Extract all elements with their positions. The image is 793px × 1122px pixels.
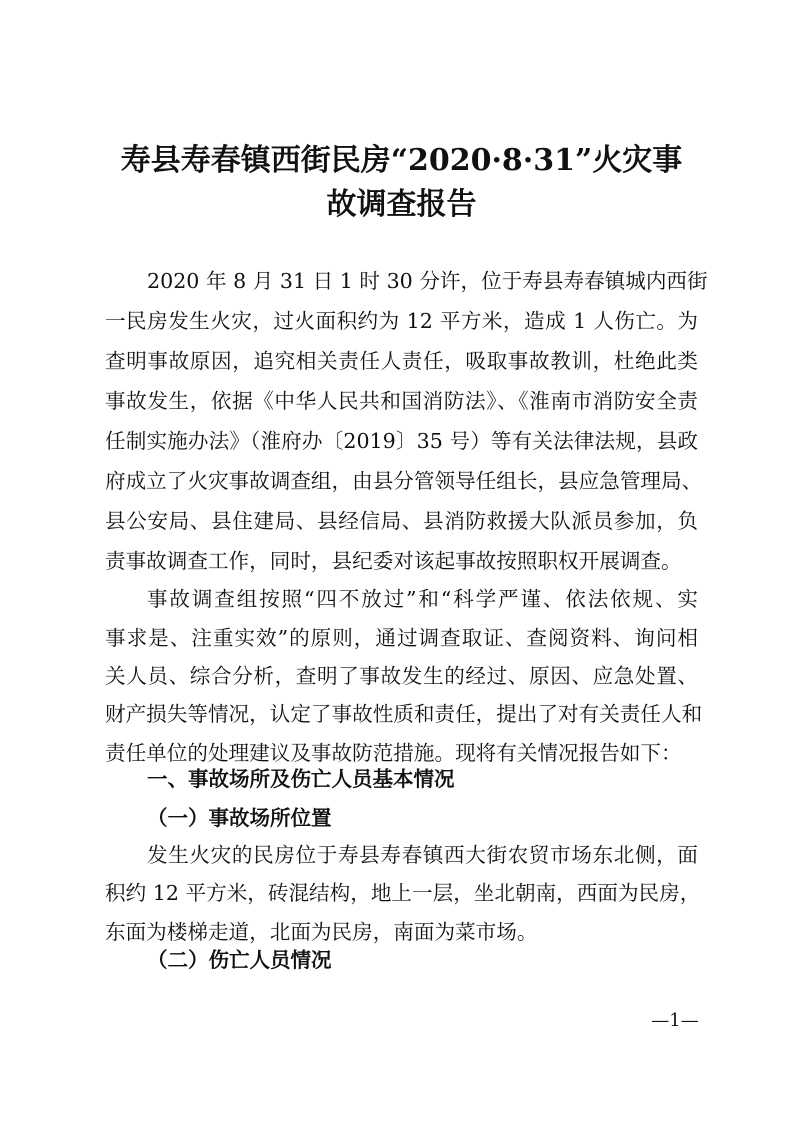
paragraph-line: 责事故调查工作，同时，县纪委对该起事故按照职权开展调查。 xyxy=(105,549,682,573)
paragraph-line: 2020 年 8 月 31 日 1 时 30 分许，位于寿县寿春镇城内西街 xyxy=(147,269,708,293)
paragraph-line: 发生火灾的民房位于寿县寿春镇西大街农贸市场东北侧，面 xyxy=(147,843,698,867)
paragraph-line: 财产损失等情况，认定了事故性质和责任，提出了对有关责任人和 xyxy=(105,702,703,726)
paragraph-line: 事故发生，依据《中华人民共和国消防法》、《淮南市消防安全责 xyxy=(105,389,698,413)
paragraph-line: 一民房发生火灾，过火面积约为 12 平方米，造成 1 人伤亡。为 xyxy=(105,309,698,333)
subsection-heading: （二）伤亡人员情况 xyxy=(147,948,332,972)
paragraph-line: 责任单位的处理建议及事故防范措施。现将有关情况报告如下： xyxy=(105,741,682,765)
paragraph-line: 事故调查组按照“四不放过”和“科学严谨、依法依规、实 xyxy=(147,587,698,611)
report-title-line-1: 寿县寿春镇西街民房“2020·8·31”火灾事 xyxy=(120,143,683,178)
paragraph-line: 事求是、注重实效”的原则，通过调查取证、查阅资料、询问相 xyxy=(105,626,698,650)
page-number: —1— xyxy=(651,1010,699,1031)
paragraph-line: 任制实施办法》（淮府办〔2019〕35 号）等有关法律法规，县政 xyxy=(105,429,698,453)
subsection-heading: （一）事故场所位置 xyxy=(147,806,332,830)
paragraph-line: 县公安局、县住建局、县经信局、县消防救援大队派员参加，负 xyxy=(105,509,698,533)
report-title-line-2: 故调查报告 xyxy=(326,187,477,222)
paragraph-line: 关人员、综合分析，查明了事故发生的经过、原因、应急处置、 xyxy=(105,664,698,688)
paragraph-line: 府成立了火灾事故调查组，由县分管领导任组长，县应急管理局、 xyxy=(105,469,703,493)
paragraph-line: 积约 12 平方米，砖混结构，地上一层，坐北朝南，西面为民房， xyxy=(105,881,701,905)
paragraph-line: 查明事故原因，追究相关责任人责任，吸取事故教训，杜绝此类 xyxy=(105,349,698,373)
paragraph-line: 东面为楼梯走道，北面为民房，南面为菜市场。 xyxy=(105,920,538,944)
section-heading: 一、事故场所及伤亡人员基本情况 xyxy=(147,767,455,791)
